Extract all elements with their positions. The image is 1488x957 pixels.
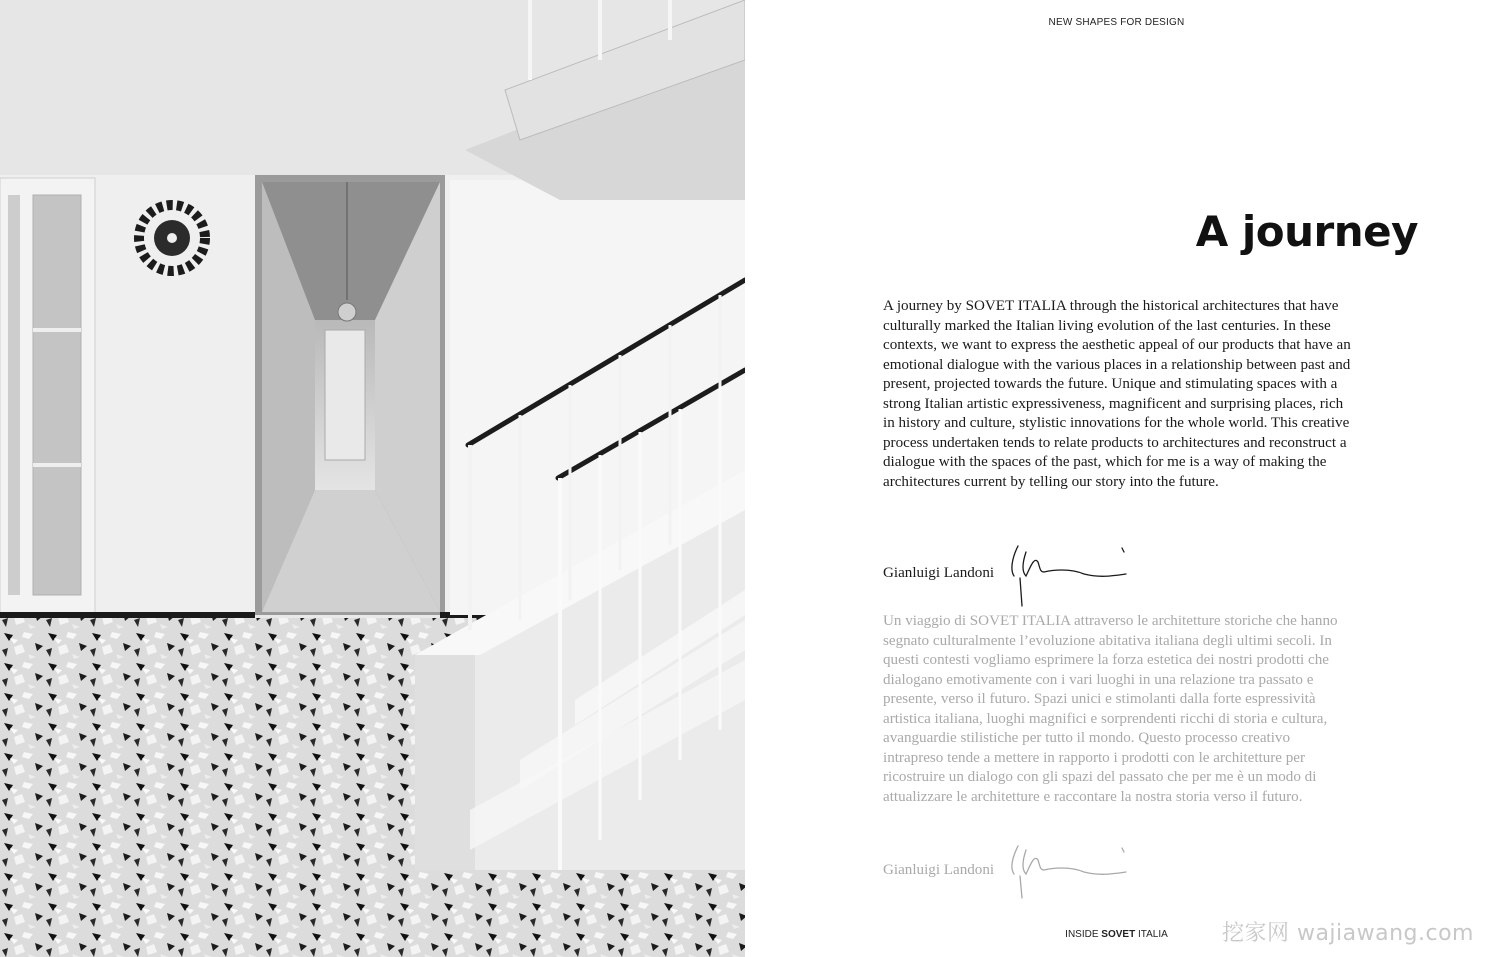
signature-scribble-icon-italian bbox=[1000, 840, 1130, 900]
signature-scribble-icon bbox=[1000, 538, 1130, 608]
italian-paragraph: Un viaggio di SOVET ITALIA attraverso le architetture storiche che hanno segnato culturalmente l’evoluzione abitativa italiana degli ultimi secoli. In questi contesti vogliamo esprimere la forza estetica dei nostri prodotti che dialogano emotivamente con i vari luoghi in una relazione tra passato e presente, verso il futuro. Spazi unici e stimolanti dalla forte espressività artistica italiana, luoghi magnifici e sorprendenti ricchi di storia e cultura, avanguardie stilistiche per tutto il mondo. Questo processo creativo intrapreso tende a mettere in rapporto i prodotti con le architetture per ricostruire un dialogo con gli spazi del passato che per me è un modo di attualizzare le architetture e raccontare la nostra storia verso il futuro. bbox=[883, 613, 1338, 805]
running-header: NEW SHAPES FOR DESIGN bbox=[1048, 17, 1185, 28]
english-signature-block bbox=[883, 538, 1130, 608]
page-title: A journey bbox=[1195, 207, 1418, 256]
watermark: 挖家网 wajiawang.com bbox=[1221, 921, 1474, 946]
author-name: Gianluigi Landoni bbox=[883, 564, 995, 581]
english-paragraph: A journey by SOVET ITALIA through the historical architectures that have culturally marked the Italian living evolution of the last centuries. In these contexts, we want to express the aesthetic appeal of our products that have an emotional dialogue with the various places in a relationship between past and present, projected towards the future. Unique and stimulating spaces with a strong Italian artistic expressiveness, magnificent and surprising places, rich in history and culture, stylistic innovations for the whole world. This creative process undertaken tends to relate products to architectures and reconstruct a dialogue with the spaces of the past, which for me is a way of making the architectures current by telling our story into the future. bbox=[883, 298, 1351, 490]
text-page bbox=[745, 0, 1488, 957]
author-name-italian: Gianluigi Landoni bbox=[883, 861, 995, 878]
footer-brand: SOVET bbox=[1101, 929, 1136, 940]
footer-suffix: ITALIA bbox=[1135, 929, 1168, 940]
italian-signature-block bbox=[883, 840, 1130, 900]
footer-prefix: INSIDE bbox=[1065, 929, 1102, 940]
